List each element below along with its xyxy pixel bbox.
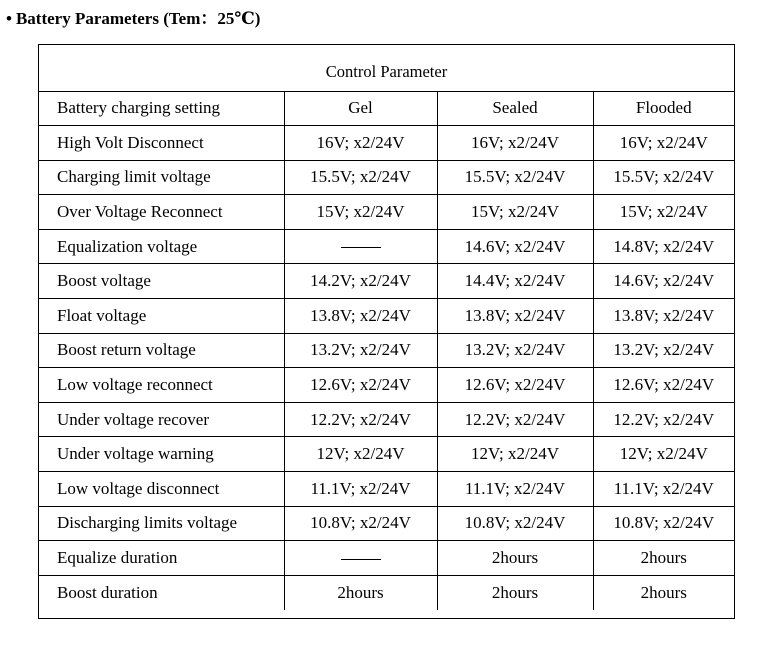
table-row bbox=[39, 229, 734, 264]
cell-flooded: 14.8V; x2/24V bbox=[593, 229, 734, 264]
table-row bbox=[39, 402, 734, 437]
cell-gel bbox=[284, 229, 437, 264]
cell-sealed: 12V; x2/24V bbox=[437, 437, 593, 472]
cell-sealed: 15V; x2/24V bbox=[437, 195, 593, 230]
cell-flooded: 2hours bbox=[593, 541, 734, 576]
cell-sealed: 10.8V; x2/24V bbox=[437, 506, 593, 541]
table-row bbox=[39, 126, 734, 161]
table-row bbox=[39, 541, 734, 576]
table-row bbox=[39, 472, 734, 507]
cell-sealed: 2hours bbox=[437, 541, 593, 576]
not-applicable-dash bbox=[341, 559, 381, 560]
table-row bbox=[39, 437, 734, 472]
table-row bbox=[39, 264, 734, 299]
row-label: Low voltage disconnect bbox=[39, 472, 284, 507]
cell-sealed: 12.6V; x2/24V bbox=[437, 368, 593, 403]
row-label: Boost return voltage bbox=[39, 333, 284, 368]
cell-sealed: 13.8V; x2/24V bbox=[437, 299, 593, 334]
cell-flooded: 10.8V; x2/24V bbox=[593, 506, 734, 541]
row-label: Float voltage bbox=[39, 299, 284, 334]
table-row bbox=[39, 506, 734, 541]
cell-gel: 12.6V; x2/24V bbox=[284, 368, 437, 403]
table-caption-row bbox=[39, 45, 734, 91]
bullet-glyph: • bbox=[6, 9, 12, 28]
table-row bbox=[39, 333, 734, 368]
row-label: Under voltage recover bbox=[39, 402, 284, 437]
cell-flooded: 15V; x2/24V bbox=[593, 195, 734, 230]
cell-gel: 16V; x2/24V bbox=[284, 126, 437, 161]
cell-flooded: 13.8V; x2/24V bbox=[593, 299, 734, 334]
row-label: Equalize duration bbox=[39, 541, 284, 576]
row-label: Equalization voltage bbox=[39, 229, 284, 264]
cell-sealed: 14.4V; x2/24V bbox=[437, 264, 593, 299]
header-flooded: Flooded bbox=[593, 91, 734, 126]
header-gel: Gel bbox=[284, 91, 437, 126]
table-row bbox=[39, 160, 734, 195]
cell-gel: 13.2V; x2/24V bbox=[284, 333, 437, 368]
cell-flooded: 16V; x2/24V bbox=[593, 126, 734, 161]
cell-flooded: 13.2V; x2/24V bbox=[593, 333, 734, 368]
parameter-table-frame bbox=[38, 44, 735, 619]
cell-gel: 13.8V; x2/24V bbox=[284, 299, 437, 334]
header-sealed: Sealed bbox=[437, 91, 593, 126]
table-row bbox=[39, 368, 734, 403]
cell-flooded: 2hours bbox=[593, 575, 734, 610]
cell-flooded: 15.5V; x2/24V bbox=[593, 160, 734, 195]
cell-sealed: 13.2V; x2/24V bbox=[437, 333, 593, 368]
cell-sealed: 15.5V; x2/24V bbox=[437, 160, 593, 195]
cell-flooded: 12.2V; x2/24V bbox=[593, 402, 734, 437]
cell-flooded: 14.6V; x2/24V bbox=[593, 264, 734, 299]
table-row bbox=[39, 299, 734, 334]
cell-gel: 2hours bbox=[284, 575, 437, 610]
table-row bbox=[39, 195, 734, 230]
cell-gel: 11.1V; x2/24V bbox=[284, 472, 437, 507]
cell-sealed: 2hours bbox=[437, 575, 593, 610]
cell-gel: 12V; x2/24V bbox=[284, 437, 437, 472]
cell-flooded: 12.6V; x2/24V bbox=[593, 368, 734, 403]
row-label: Over Voltage Reconnect bbox=[39, 195, 284, 230]
table-row bbox=[39, 575, 734, 610]
cell-gel: 15V; x2/24V bbox=[284, 195, 437, 230]
cell-gel: 12.2V; x2/24V bbox=[284, 402, 437, 437]
row-label: High Volt Disconnect bbox=[39, 126, 284, 161]
table-caption: Control Parameter bbox=[39, 45, 734, 91]
parameter-table bbox=[39, 45, 734, 610]
heading-text: Battery Parameters (Tem：25℃) bbox=[15, 9, 261, 28]
page-heading bbox=[6, 4, 260, 29]
table-header-row bbox=[39, 91, 734, 126]
cell-gel: 10.8V; x2/24V bbox=[284, 506, 437, 541]
cell-gel: 15.5V; x2/24V bbox=[284, 160, 437, 195]
cell-sealed: 14.6V; x2/24V bbox=[437, 229, 593, 264]
row-label: Boost duration bbox=[39, 575, 284, 610]
cell-flooded: 12V; x2/24V bbox=[593, 437, 734, 472]
cell-gel: 14.2V; x2/24V bbox=[284, 264, 437, 299]
cell-sealed: 16V; x2/24V bbox=[437, 126, 593, 161]
header-label: Battery charging setting bbox=[39, 91, 284, 126]
row-label: Discharging limits voltage bbox=[39, 506, 284, 541]
cell-sealed: 12.2V; x2/24V bbox=[437, 402, 593, 437]
row-label: Under voltage warning bbox=[39, 437, 284, 472]
row-label: Charging limit voltage bbox=[39, 160, 284, 195]
not-applicable-dash bbox=[341, 247, 381, 248]
cell-gel bbox=[284, 541, 437, 576]
row-label: Low voltage reconnect bbox=[39, 368, 284, 403]
cell-sealed: 11.1V; x2/24V bbox=[437, 472, 593, 507]
row-label: Boost voltage bbox=[39, 264, 284, 299]
cell-flooded: 11.1V; x2/24V bbox=[593, 472, 734, 507]
